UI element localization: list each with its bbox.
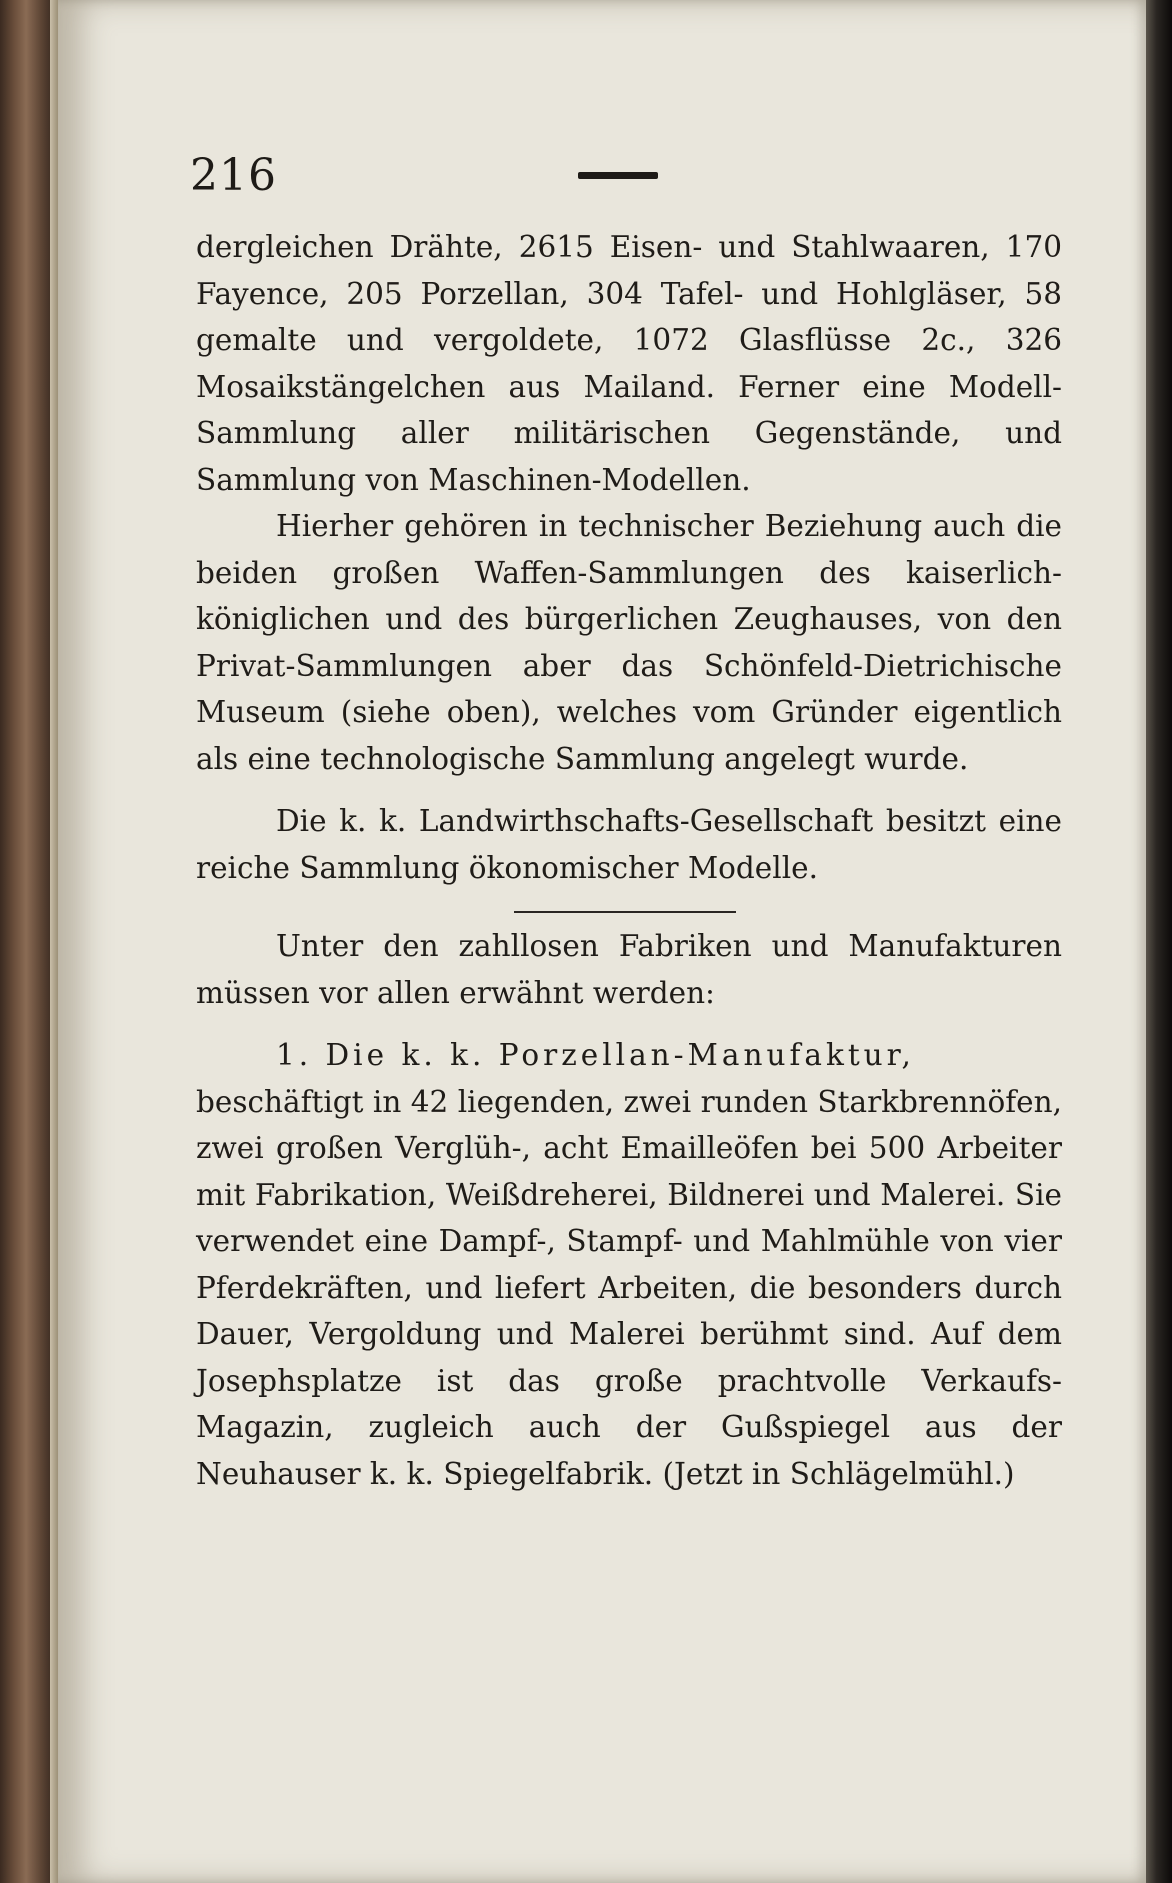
paragraph-2: Hierher gehören in technischer Beziehung auch die beiden großen Waffen-Sammlungen des kaiserlich-königlichen und des bürgerlichen Zeughauses, von den Privat-Sammlungen aber das Schönfeld-Dietrichische Museum (siehe oben), welches vom Gründer eigentlich als eine technologische Sammlung angelegt wurde. [196,509,1062,776]
paragraph-5: beschäftigt in 42 liegenden, zwei runden Starkbrennöfen, zwei großen Verglüh-, acht Emailleöfen bei 500 Arbeiter mit Fabrikation, Weißdreherei, Bildnerei und Malerei. Sie verwendet eine Dampf-, Stampf- und Mahlmühle von vier Pferdekräften, und liefert Arbeiten, die besonders durch Dauer, Vergoldung und Malerei berühmt sind. Auf dem Josephsplatze ist das große prachtvolle Verkaufs-Magazin, zugleich auch der Gußspiegel aus der Neuhauser k. k. Spiegelfabrik. (Jetzt in Schlägelmühl.) [196,1084,1062,1491]
section-heading: 1. Die k. k. Porzellan-Manufaktur, [276,1038,915,1072]
paragraph-1: dergleichen Drähte, 2615 Eisen- und Stahlwaaren, 170 Fayence, 205 Porzellan, 304 Tafel- und Hohlgläser, 58 gemalte und vergoldete, 1072 Glasflüsse 2c., 326 Mosaikstängelchen aus Mailand. Ferner eine Modell-Sammlung aller militärischen Gegenstände, und Sammlung von Maschinen-Modellen. [196,230,1062,497]
header-rule [578,172,658,179]
page-right-edge [1146,0,1172,1883]
page-body [196,224,1062,1497]
page-number: 216 [190,150,277,201]
paragraph-3: Die k. k. Landwirthschafts-Gesellschaft besitzt eine reiche Sammlung ökonomischer Modelle. [196,804,1062,885]
paragraph-4: Unter den zahllosen Fabriken und Manufakturen müssen vor allen erwähnt werden: [196,929,1062,1010]
section-divider [514,911,736,913]
page-gutter-edge [50,0,58,1883]
page-header [190,150,1070,210]
